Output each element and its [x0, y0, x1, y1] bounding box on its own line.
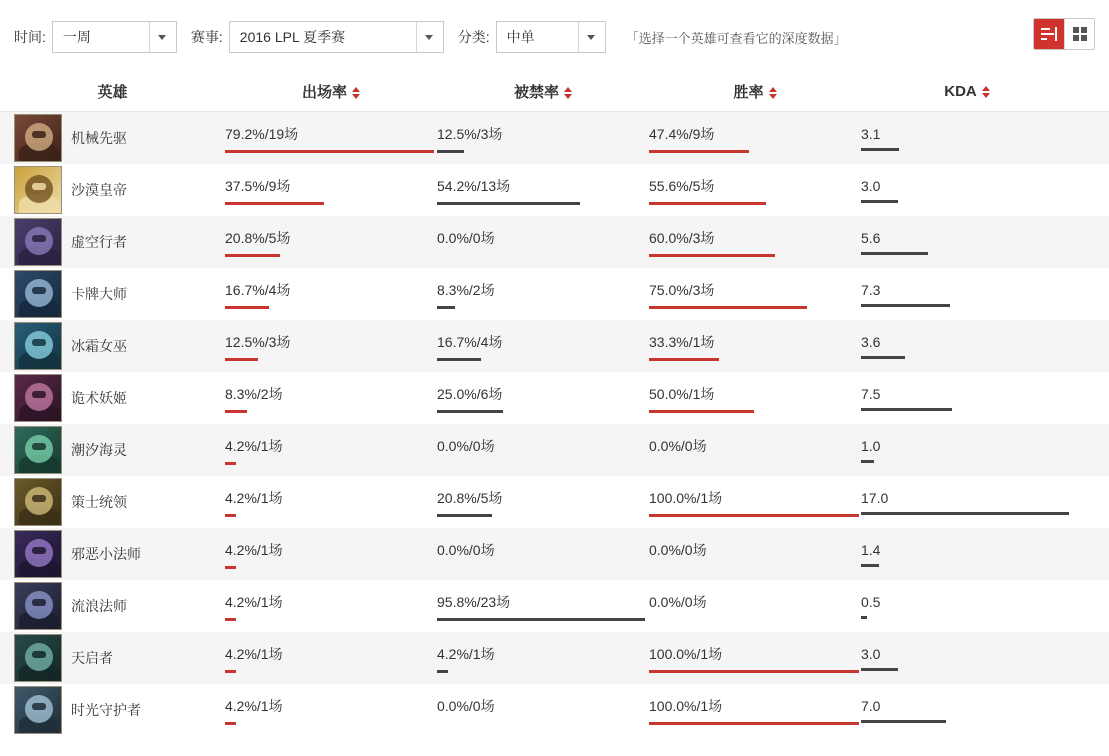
kda-cell-bar [861, 460, 874, 463]
select-divider [578, 22, 579, 52]
pick-rate-cell [225, 696, 437, 725]
pick-rate-cell [225, 436, 437, 465]
pick-rate-cell-bar [225, 358, 258, 361]
win-rate-cell [649, 488, 861, 517]
hero-name: 邪恶小法师 [71, 546, 141, 562]
win-rate-cell-value: 60.0%/3场 [649, 229, 715, 246]
ban-rate-cell-bar [437, 670, 448, 673]
hero-cell[interactable] [0, 218, 225, 266]
header-hero: 英雄 [97, 84, 128, 101]
ban-rate-cell-bar [437, 358, 481, 361]
list-view-button[interactable] [1034, 19, 1064, 49]
hero-cell[interactable] [0, 114, 225, 162]
kda-cell-bar [861, 304, 950, 307]
kda-cell-value: 7.5 [861, 385, 881, 402]
pick-rate-cell [225, 384, 437, 413]
hero-cell[interactable] [0, 426, 225, 474]
kda-cell [861, 594, 1073, 619]
hero-name: 沙漠皇帝 [71, 182, 127, 198]
header-kda[interactable] [861, 83, 1073, 100]
hero-portrait[interactable] [14, 218, 62, 266]
pick-rate-cell-value: 37.5%/9场 [225, 177, 291, 194]
pick-rate-cell-bar [225, 462, 236, 465]
portrait-shape [32, 547, 46, 554]
win-rate-cell [649, 592, 861, 621]
table-row[interactable] [0, 372, 1109, 424]
portrait-shape [32, 651, 46, 658]
hero-name: 冰霜女巫 [71, 338, 127, 354]
kda-cell [861, 334, 1073, 359]
win-rate-cell-bar [649, 670, 859, 673]
table-row[interactable] [0, 580, 1109, 632]
header-kda-label: KDA [944, 83, 977, 100]
ban-rate-cell-value: 0.0%/0场 [437, 437, 495, 454]
table-row[interactable] [0, 632, 1109, 684]
ban-rate-cell-value: 12.5%/3场 [437, 125, 503, 142]
grid-view-icon [1073, 27, 1087, 41]
kda-cell-bar [861, 356, 905, 359]
ban-rate-cell-bar [437, 514, 492, 517]
hero-portrait[interactable] [14, 634, 62, 682]
portrait-shape [32, 339, 46, 346]
kda-cell [861, 438, 1073, 463]
win-rate-cell-bar [649, 254, 775, 257]
ban-rate-cell [437, 176, 649, 205]
win-rate-cell [649, 644, 861, 673]
league-select[interactable] [229, 21, 444, 53]
win-rate-cell-value: 0.0%/0场 [649, 593, 707, 610]
pick-rate-cell-bar [225, 202, 324, 205]
pick-rate-cell-value: 16.7%/4场 [225, 281, 291, 298]
ban-rate-cell [437, 384, 649, 413]
win-rate-cell-value: 100.0%/1场 [649, 697, 723, 714]
time-filter-label: 时间: [14, 29, 46, 45]
hero-name: 天启者 [71, 650, 113, 666]
win-rate-cell-value: 50.0%/1场 [649, 385, 715, 402]
hero-portrait[interactable] [14, 582, 62, 630]
portrait-shape [32, 443, 46, 450]
role-select-value: 中单 [506, 29, 535, 45]
kda-cell-bar [861, 720, 946, 723]
hero-portrait[interactable] [14, 426, 62, 474]
hero-portrait[interactable] [14, 478, 62, 526]
hero-table [0, 112, 1109, 736]
pick-rate-cell-bar [225, 618, 236, 621]
ban-rate-cell [437, 228, 649, 257]
pick-rate-cell [225, 228, 437, 257]
portrait-shape [32, 391, 46, 398]
kda-cell-value: 17.0 [861, 489, 889, 506]
view-toggle [1033, 18, 1095, 50]
hero-cell[interactable] [0, 530, 225, 578]
portrait-shape [32, 235, 46, 242]
hero-name: 诡术妖姬 [71, 390, 127, 406]
win-rate-cell-value: 100.0%/1场 [649, 645, 723, 662]
header-ban-rate[interactable] [437, 81, 649, 102]
table-row[interactable] [0, 528, 1109, 580]
kda-cell [861, 230, 1073, 255]
pick-rate-cell [225, 280, 437, 309]
hero-portrait[interactable] [14, 114, 62, 162]
pick-rate-cell [225, 592, 437, 621]
win-rate-cell-bar [649, 722, 859, 725]
kda-cell-value: 0.5 [861, 593, 881, 610]
ban-rate-cell-value: 25.0%/6场 [437, 385, 503, 402]
ban-rate-cell [437, 696, 649, 725]
hero-portrait[interactable] [14, 270, 62, 318]
hero-portrait[interactable] [14, 686, 62, 734]
pick-rate-cell-bar [225, 722, 236, 725]
pick-rate-cell-value: 79.2%/19场 [225, 125, 299, 142]
kda-cell [861, 490, 1073, 515]
select-divider [149, 22, 150, 52]
ban-rate-cell-value: 16.7%/4场 [437, 333, 503, 350]
chevron-down-icon [158, 35, 166, 40]
list-view-icon [1041, 27, 1057, 41]
kda-cell-bar [861, 408, 952, 411]
pick-rate-cell-bar [225, 150, 434, 153]
hero-name: 虚空行者 [71, 234, 127, 250]
table-row[interactable] [0, 164, 1109, 216]
ban-rate-cell [437, 592, 649, 621]
hero-name: 潮汐海灵 [71, 442, 127, 458]
ban-rate-cell-bar [437, 202, 580, 205]
pick-rate-cell [225, 488, 437, 517]
hero-cell[interactable] [0, 478, 225, 526]
time-select-value: 一周 [62, 29, 91, 45]
grid-view-button[interactable] [1064, 19, 1094, 49]
ban-rate-cell-value: 20.8%/5场 [437, 489, 503, 506]
hero-cell[interactable] [0, 686, 225, 734]
kda-cell-value: 3.0 [861, 645, 881, 662]
win-rate-cell-bar [649, 410, 754, 413]
pick-rate-cell-value: 8.3%/2场 [225, 385, 283, 402]
ban-rate-cell-bar [437, 150, 464, 153]
win-rate-cell-value: 47.4%/9场 [649, 125, 715, 142]
role-filter-group [458, 21, 606, 53]
sort-icon[interactable] [769, 87, 777, 99]
win-rate-cell [649, 540, 861, 569]
hero-name: 流浪法师 [71, 598, 127, 614]
kda-cell [861, 178, 1073, 203]
kda-cell [861, 386, 1073, 411]
win-rate-cell [649, 696, 861, 725]
kda-cell-value: 7.0 [861, 697, 881, 714]
time-select[interactable] [52, 21, 177, 53]
ban-rate-cell-bar [437, 410, 503, 413]
league-filter-group [191, 21, 444, 53]
pick-rate-cell-bar [225, 254, 280, 257]
pick-rate-cell-value: 4.2%/1场 [225, 489, 283, 506]
table-header [0, 72, 1109, 112]
pick-rate-cell-value: 4.2%/1场 [225, 541, 283, 558]
ban-rate-cell-value: 0.0%/0场 [437, 697, 495, 714]
pick-rate-cell-value: 4.2%/1场 [225, 645, 283, 662]
pick-rate-cell-bar [225, 566, 236, 569]
pick-rate-cell [225, 540, 437, 569]
pick-rate-cell-bar [225, 410, 247, 413]
header-win-rate-label: 胜率 [733, 84, 764, 101]
portrait-shape [32, 495, 46, 502]
hero-cell[interactable] [0, 374, 225, 422]
portrait-shape [32, 599, 46, 606]
pick-rate-cell-value: 4.2%/1场 [225, 593, 283, 610]
selection-hint: 「选择一个英雄可查看它的深度数据」 [625, 30, 847, 46]
league-select-value: 2016 LPL 夏季赛 [239, 29, 346, 45]
ban-rate-cell [437, 332, 649, 361]
hero-cell[interactable] [0, 582, 225, 630]
time-filter-group [14, 21, 177, 53]
ban-rate-cell-bar [437, 618, 645, 621]
kda-cell-value: 7.3 [861, 281, 881, 298]
pick-rate-cell-value: 4.2%/1场 [225, 437, 283, 454]
chevron-down-icon [425, 35, 433, 40]
sort-icon[interactable] [982, 86, 990, 98]
hero-cell[interactable] [0, 634, 225, 682]
pick-rate-cell [225, 124, 437, 153]
ban-rate-cell-value: 54.2%/13场 [437, 177, 511, 194]
ban-rate-cell-value: 8.3%/2场 [437, 281, 495, 298]
table-row[interactable] [0, 320, 1109, 372]
kda-cell [861, 698, 1073, 723]
ban-rate-cell [437, 540, 649, 569]
portrait-shape [32, 131, 46, 138]
pick-rate-cell-value: 4.2%/1场 [225, 697, 283, 714]
header-ban-rate-label: 被禁率 [513, 84, 559, 101]
kda-cell [861, 542, 1073, 567]
kda-cell-bar [861, 148, 899, 151]
win-rate-cell [649, 332, 861, 361]
kda-cell-value: 1.0 [861, 437, 881, 454]
win-rate-cell [649, 228, 861, 257]
win-rate-cell-bar [649, 514, 859, 517]
kda-cell-value: 3.6 [861, 333, 881, 350]
win-rate-cell-value: 0.0%/0场 [649, 437, 707, 454]
hero-name: 卡牌大师 [71, 286, 127, 302]
win-rate-cell-value: 100.0%/1场 [649, 489, 723, 506]
pick-rate-cell-value: 20.8%/5场 [225, 229, 291, 246]
role-filter-label: 分类: [457, 29, 490, 45]
kda-cell-bar [861, 200, 898, 203]
filter-toolbar [0, 0, 1109, 72]
portrait-shape [32, 183, 46, 190]
ban-rate-cell [437, 280, 649, 309]
pick-rate-cell-bar [225, 670, 236, 673]
hero-portrait[interactable] [14, 166, 62, 214]
header-win-rate[interactable] [649, 81, 861, 102]
portrait-shape [32, 703, 46, 710]
kda-cell-value: 5.6 [861, 229, 881, 246]
role-select[interactable] [496, 21, 606, 53]
kda-cell [861, 126, 1073, 151]
win-rate-cell [649, 280, 861, 309]
hero-name: 机械先驱 [71, 130, 127, 146]
hero-portrait[interactable] [14, 322, 62, 370]
hero-portrait[interactable] [14, 530, 62, 578]
win-rate-cell [649, 436, 861, 465]
hero-cell[interactable] [0, 270, 225, 318]
header-pick-rate[interactable] [225, 81, 437, 102]
table-row[interactable] [0, 268, 1109, 320]
win-rate-cell-bar [649, 306, 807, 309]
pick-rate-cell-bar [225, 306, 269, 309]
kda-cell-value: 3.1 [861, 125, 881, 142]
kda-cell-value: 3.0 [861, 177, 881, 194]
win-rate-cell-value: 75.0%/3场 [649, 281, 715, 298]
league-filter-label: 赛事: [190, 29, 223, 45]
header-pick-rate-label: 出场率 [301, 84, 347, 101]
hero-name: 策士统领 [71, 494, 127, 510]
table-row[interactable] [0, 476, 1109, 528]
ban-rate-cell-bar [437, 306, 455, 309]
ban-rate-cell-value: 95.8%/23场 [437, 593, 511, 610]
win-rate-cell [649, 124, 861, 153]
hero-portrait[interactable] [14, 374, 62, 422]
table-row[interactable] [0, 684, 1109, 736]
select-divider [416, 22, 417, 52]
pick-rate-cell-value: 12.5%/3场 [225, 333, 291, 350]
ban-rate-cell [437, 436, 649, 465]
pick-rate-cell [225, 176, 437, 205]
win-rate-cell-value: 0.0%/0场 [649, 541, 707, 558]
win-rate-cell-value: 33.3%/1场 [649, 333, 715, 350]
hero-name: 时光守护者 [71, 702, 141, 718]
kda-cell-bar [861, 252, 928, 255]
kda-cell-bar [861, 512, 1069, 515]
sort-icon[interactable] [564, 87, 572, 99]
portrait-shape [32, 287, 46, 294]
kda-cell-value: 1.4 [861, 541, 881, 558]
sort-icon[interactable] [352, 87, 360, 99]
ban-rate-cell-value: 0.0%/0场 [437, 541, 495, 558]
table-row[interactable] [0, 216, 1109, 268]
ban-rate-cell [437, 124, 649, 153]
pick-rate-cell-bar [225, 514, 236, 517]
hero-cell[interactable] [0, 322, 225, 370]
win-rate-cell [649, 384, 861, 413]
kda-cell [861, 646, 1073, 671]
win-rate-cell [649, 176, 861, 205]
kda-cell-bar [861, 616, 867, 619]
table-row[interactable] [0, 112, 1109, 164]
ban-rate-cell [437, 644, 649, 673]
table-row[interactable] [0, 424, 1109, 476]
win-rate-cell-bar [649, 202, 766, 205]
win-rate-cell-bar [649, 358, 719, 361]
hero-cell[interactable] [0, 166, 225, 214]
pick-rate-cell [225, 332, 437, 361]
ban-rate-cell-value: 4.2%/1场 [437, 645, 495, 662]
ban-rate-cell-value: 0.0%/0场 [437, 229, 495, 246]
pick-rate-cell [225, 644, 437, 673]
kda-cell-bar [861, 564, 879, 567]
win-rate-cell-bar [649, 150, 749, 153]
ban-rate-cell [437, 488, 649, 517]
kda-cell [861, 282, 1073, 307]
kda-cell-bar [861, 668, 898, 671]
win-rate-cell-value: 55.6%/5场 [649, 177, 715, 194]
chevron-down-icon [587, 35, 595, 40]
